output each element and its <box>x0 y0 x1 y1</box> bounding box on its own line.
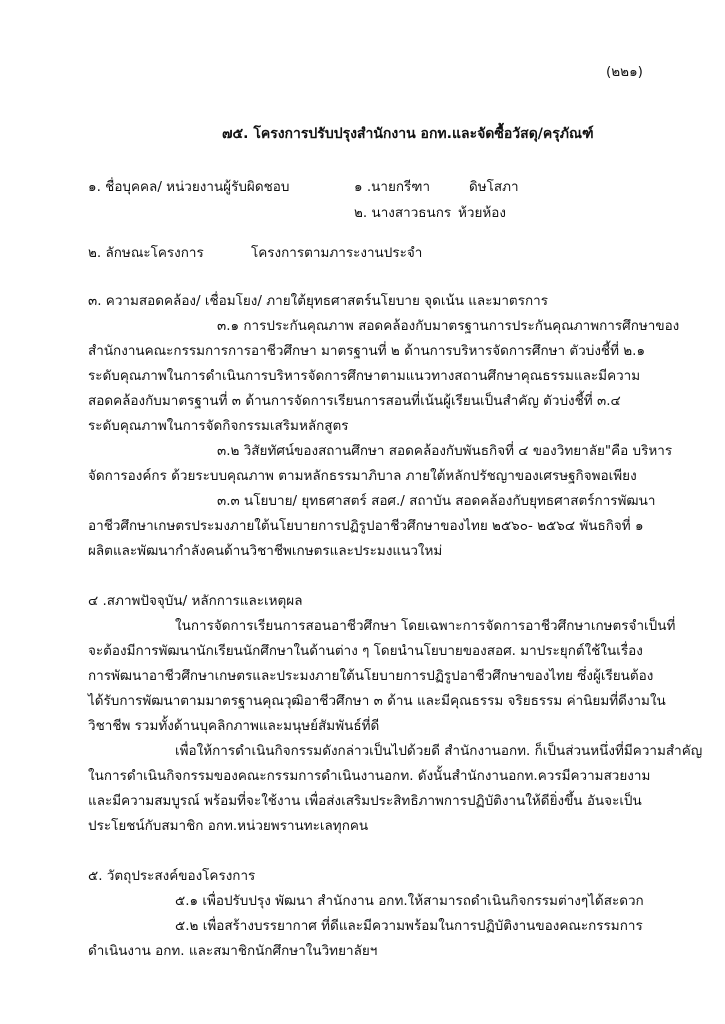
section3-heading: ๓. ความสอดคล้อง/ เชื่อมโยง/ ภายใต้ยุทธศาสตร์นโยบาย จุดเน้น และมาตรการ <box>88 293 548 309</box>
section4-line: วิชาชีพ รวมทั้งด้านบุคลิกภาพและมนุษย์สัมพันธ์ที่ดี <box>88 718 380 734</box>
document-title: ๗๕. โครงการปรับปรุงสำนักงาน อกท.และจัดซื้อวัสดุ/ครุภัณฑ์ <box>222 126 594 142</box>
section3-line: ๓.๒ วิสัยทัศน์ของสถานศึกษา สอดคล้องกับพันธกิจที่ ๔ ของวิทยาลัย"คือ บริหาร <box>217 443 673 459</box>
section3-line: สำนักงานคณะกรรมการการอาชีวศึกษา มาตรฐานที่ ๒ ด้านการบริหารจัดการศึกษา ตัวบ่งชี้ที่ ๒.๑ <box>88 343 646 359</box>
section3-line: สอดคล้องกับมาตรฐานที่ ๓ ด้านการจัดการเรียนการสอนที่เน้นผู้เรียนเป็นสำคัญ ตัวบ่งชี้ที่ ๓.๔ <box>88 393 621 409</box>
section3-line: ระดับคุณภาพในการดำเนินการบริหารจัดการศึกษาตามแนวทางสถานศึกษาคุณธรรมและมีความ <box>88 368 641 384</box>
section5-heading: ๕. วัตถุประสงค์ของโครงการ <box>88 868 256 884</box>
section4-line: ประโยชน์กับสมาชิก อกท.หน่วยพรานทะเลทุกคน <box>88 818 369 834</box>
section4-line: ได้รับการพัฒนาตามมาตรฐานคุณวุฒิอาชีวศึกษา ๓ ด้าน และมีคุณธรรม จริยธรรม ค่านิยมที่ดีงามใน <box>88 693 666 709</box>
section3-line: ๓.๓ นโยบาย/ ยุทธศาสตร์ สอศ./ สถาบัน สอดคล้องกับยุทธศาสตร์การพัฒนา <box>217 493 656 509</box>
section4-line: และมีความสมบูรณ์ พร้อมที่จะใช้งาน เพื่อส่งเสริมประสิทธิภาพการปฏิบัติงานให้ดียิ่งขึ้น อันจะเป็น <box>88 793 642 809</box>
section4-line: ในการจัดการเรียนการสอนอาชีวศึกษา โดยเฉพาะการจัดการอาชีวศึกษาเกษตรจำเป็นที่ <box>175 618 676 634</box>
section5-line: ๕.๑ เพื่อปรับปรุง พัฒนา สำนักงาน อกท.ให้สามารถดำเนินกิจกรรมต่างๆได้สะดวก <box>175 893 644 909</box>
section4-line: การพัฒนาอาชีวศึกษาเกษตรและประมงภายใต้นโยบายการปฏิรูปอาชีวศึกษาของไทย ซึ่งผู้เรียนต้อง <box>88 668 654 684</box>
section5-line: ดำเนินงาน อกท. และสมาชิกนักศึกษาในวิทยาลัยฯ <box>88 943 378 959</box>
person2-name: ๒. นางสาวธนกร <box>354 205 452 221</box>
person2-surname: ห้วยห้อง <box>458 205 506 221</box>
section4-line: จะต้องมีการพัฒนานักเรียนนักศึกษาในด้านต่าง ๆ โดยนำนโยบายของสอศ. มาประยุกต์ใช้ในเรื่อง <box>88 643 643 659</box>
section3-line: ๓.๑ การประกันคุณภาพ สอดคล้องกับมาตรฐานการประกันคุณภาพการศึกษาของ <box>217 318 680 334</box>
section1-label: ๑. ชื่อบุคคล/ หน่วยงานผู้รับผิดชอบ <box>88 179 290 195</box>
section5-line: ๕.๒ เพื่อสร้างบรรยากาศ ที่ดีและมีความพร้อมในการปฏิบัติงานของคณะกรรมการ <box>175 918 643 934</box>
section2-value: โครงการตามภาระงานประจำ <box>251 245 423 261</box>
section3-line: ผลิตและพัฒนากำลังคนด้านวิชาชีพเกษตรและประมงแนวใหม่ <box>88 543 443 559</box>
page-number: (๒๒๑) <box>606 64 643 80</box>
section3-line: ระดับคุณภาพในการจัดกิจกรรมเสริมหลักสูตร <box>88 418 349 434</box>
section2-label: ๒. ลักษณะโครงการ <box>88 245 204 261</box>
person1-surname: ดิษโสภา <box>469 179 519 195</box>
section4-line: ในการดำเนินกิจกรรมของคณะกรรมการดำเนินงานอกท. ดังนั้นสำนักงานอกท.ควรมีความสวยงาม <box>88 768 651 784</box>
person1-name: ๑ .นายกรีฑา <box>354 179 431 195</box>
section3-line: อาชีวศึกษาเกษตรประมงภายใต้นโยบายการปฏิรูปอาชีวศึกษาของไทย ๒๕๖๐- ๒๕๖๔ พันธกิจที่ ๑ <box>88 518 644 534</box>
section3-line: จัดการองค์กร ด้วยระบบคุณภาพ ตามหลักธรรมาภิบาล ภายใต้หลักปรัชญาของเศรษฐกิจพอเพียง <box>88 468 637 484</box>
section4-heading: ๔ .สภาพปัจจุบัน/ หลักการและเหตุผล <box>88 593 303 609</box>
section4-line: เพื่อให้การดำเนินกิจกรรมดังกล่าวเป็นไปด้วยดี สำนักงานอกท. ก็เป็นส่วนหนึ่งที่มีความสำคัญ <box>175 743 703 759</box>
